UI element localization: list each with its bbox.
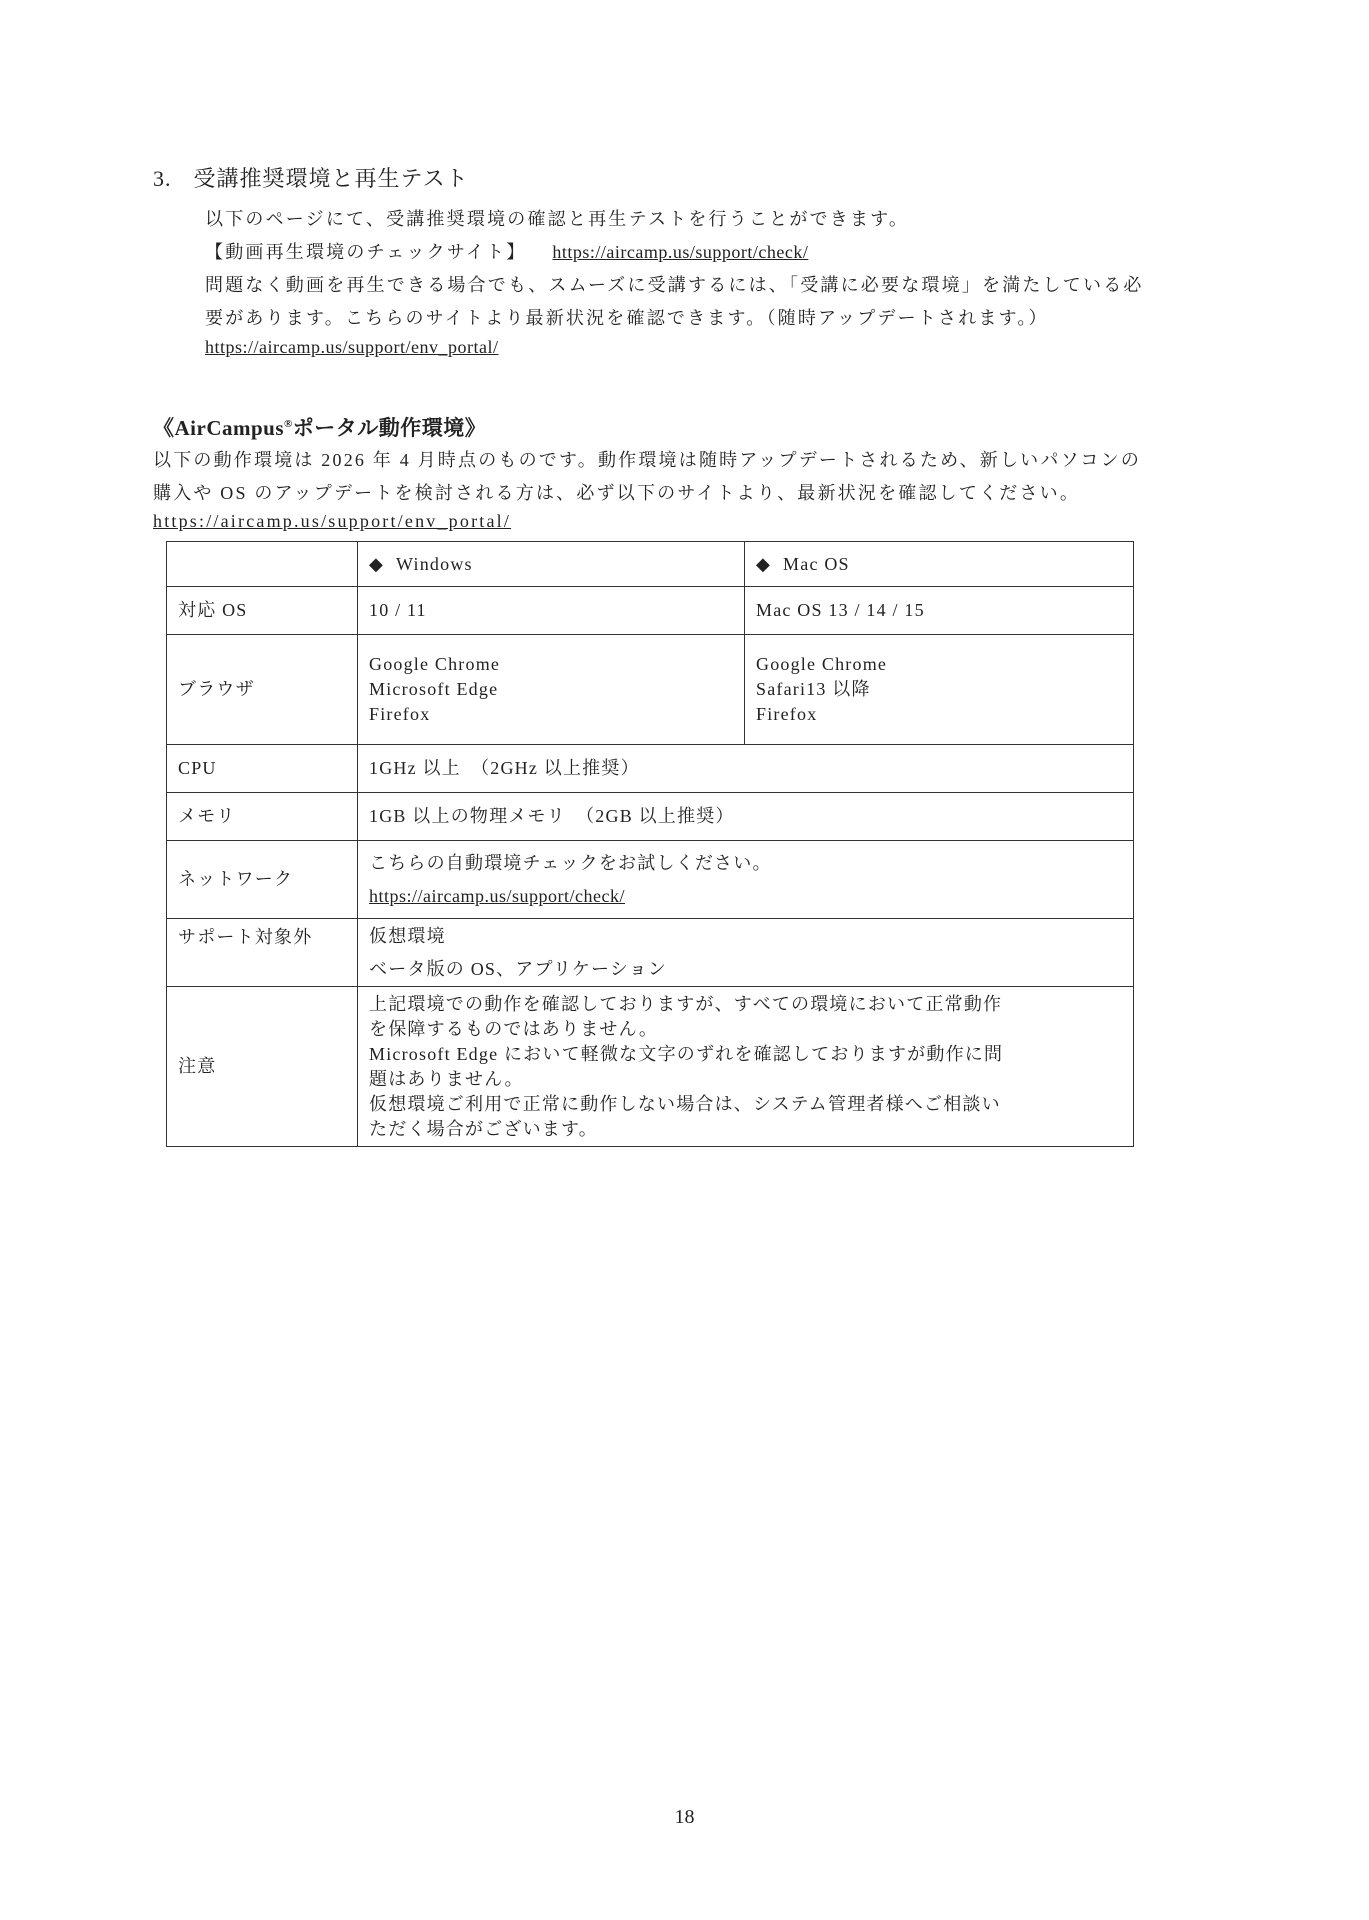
- browser-label: ブラウザ: [167, 635, 358, 745]
- portal-env-link[interactable]: https://aircamp.us/support/env_portal/: [153, 511, 512, 531]
- network-check-link[interactable]: https://aircamp.us/support/check/: [369, 885, 625, 906]
- memory-label: メモリ: [167, 793, 358, 841]
- os-mac: Mac OS 13 / 14 / 15: [745, 587, 1134, 635]
- windows-column-label: Windows: [396, 553, 473, 574]
- portal-desc-line-2: 購入や OS のアップデートを検討される方は、必ず以下のサイトより、最新状況を確認してください。: [153, 483, 1081, 503]
- note-line-1: 問題なく動画を再生できる場合でも、スムーズに受講するには、「受講に必要な環境」を満たしている必: [205, 275, 1144, 295]
- note-line: 題はありません。: [369, 1068, 524, 1089]
- network-value: [358, 841, 1134, 919]
- portal-title-suffix: ポータル動作環境》: [292, 416, 487, 440]
- header-mac: [745, 542, 1134, 587]
- os-label: 対応 OS: [167, 587, 358, 635]
- browser-item: Firefox: [369, 704, 431, 724]
- unsupported-value: [358, 919, 1134, 987]
- page-number: 18: [674, 1806, 695, 1828]
- note-line-2: 要があります。こちらのサイトより最新状況を確認できます。（随時アップデートされます。）: [205, 308, 1049, 328]
- browser-item: Microsoft Edge: [369, 679, 499, 699]
- unsupported-label: サポート対象外: [167, 919, 358, 987]
- env-portal-link[interactable]: https://aircamp.us/support/env_portal/: [205, 337, 499, 357]
- notes-label: 注意: [167, 987, 358, 1147]
- section-heading: [153, 162, 469, 193]
- mac-column-label: Mac OS: [783, 553, 850, 574]
- diamond-bullet-icon: ◆: [756, 553, 772, 574]
- portal-heading: [153, 412, 486, 442]
- browser-item: Firefox: [756, 704, 818, 724]
- unsupported-item: 仮想環境: [369, 925, 446, 946]
- header-windows: [358, 542, 745, 587]
- note-line: ただく場合がございます。: [369, 1118, 598, 1139]
- section-title: 受講推奨環境と再生テスト: [193, 166, 469, 191]
- header-empty-cell: [167, 542, 358, 587]
- table-row-memory: [167, 793, 1134, 841]
- cpu-value: 1GHz 以上 （2GHz 以上推奨）: [358, 745, 1134, 793]
- portal-desc-line-1: 以下の動作環境は 2026 年 4 月時点のものです。動作環境は随時アップデートされるため、新しいパソコンの: [153, 450, 1142, 470]
- memory-value: 1GB 以上の物理メモリ （2GB 以上推奨）: [358, 793, 1134, 841]
- table-row-cpu: [167, 745, 1134, 793]
- check-site-line: [205, 238, 808, 264]
- registered-mark: ®: [284, 418, 293, 430]
- note-line: 上記環境での動作を確認しておりますが、すべての環境において正常動作: [369, 993, 1003, 1014]
- note-line: 仮想環境ご利用で正常に動作しない場合は、システム管理者様へご相談い: [369, 1093, 1001, 1114]
- browser-item: Safari13 以降: [756, 679, 871, 699]
- diamond-bullet-icon: ◆: [369, 553, 385, 574]
- table-row-browser: [167, 635, 1134, 745]
- cpu-label: CPU: [167, 745, 358, 793]
- table-row-notes: [167, 987, 1134, 1147]
- portal-title-prefix: 《AirCampus: [153, 416, 285, 440]
- notes-value: [358, 987, 1134, 1147]
- table-header-row: [167, 542, 1134, 587]
- environment-table: [166, 541, 1134, 1147]
- check-site-label: 【動画再生環境のチェックサイト】: [205, 242, 527, 262]
- browser-windows: [358, 635, 745, 745]
- network-text: こちらの自動環境チェックをお試しください。: [369, 852, 772, 873]
- table-row-unsupported: [167, 919, 1134, 987]
- table-row-network: [167, 841, 1134, 919]
- browser-mac: [745, 635, 1134, 745]
- browser-item: Google Chrome: [756, 654, 888, 674]
- browser-item: Google Chrome: [369, 654, 501, 674]
- table-row-os: [167, 587, 1134, 635]
- check-site-link[interactable]: https://aircamp.us/support/check/: [552, 242, 809, 262]
- intro-text: 以下のページにて、受講推奨環境の確認と再生テストを行うことができます。: [205, 209, 910, 229]
- section-number: 3.: [153, 166, 172, 191]
- network-label: ネットワーク: [167, 841, 358, 919]
- unsupported-item: ベータ版の OS、アプリケーション: [369, 958, 668, 979]
- note-line: を保障するものではありません。: [369, 1018, 659, 1039]
- os-windows: 10 / 11: [358, 587, 745, 635]
- note-line: Microsoft Edge において軽微な文字のずれを確認しておりますが動作に問: [369, 1043, 1004, 1064]
